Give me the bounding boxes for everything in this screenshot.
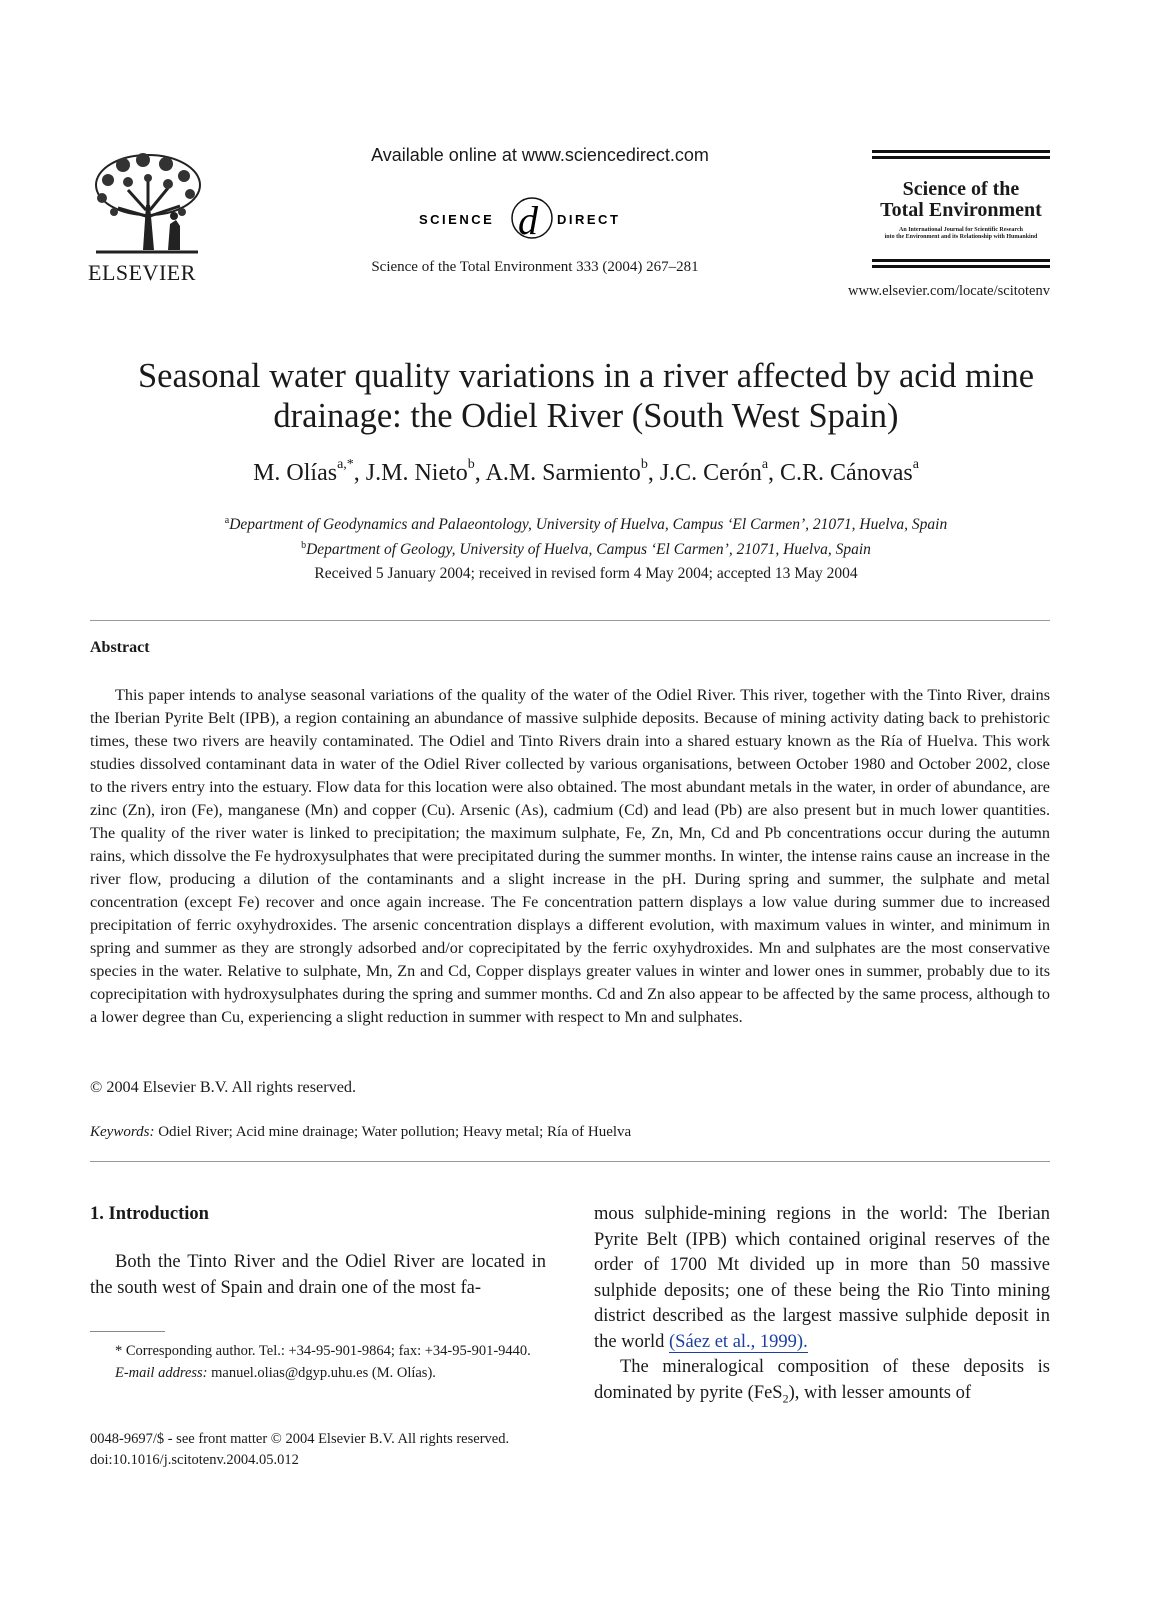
sd-glyph: d — [518, 198, 538, 243]
subscript-2: 2 — [782, 1391, 789, 1406]
title-line1: Seasonal water quality variations in a river affected by acid mine — [137, 357, 1035, 395]
front-matter-line: 0048-9697/$ - see front matter © 2004 Elsevier B.V. All rights reserved. — [90, 1431, 510, 1447]
author-name[interactable]: C.R. Cánovas — [780, 460, 913, 486]
affiliation-a — [60, 510, 1112, 535]
intro-right-text-1: mous sulphide-mining regions in the world: The Iberian Pyrite Belt (IPB) which contained original reserves of the order of 1700 Mt divided up in more than 50 massive sulphide deposits; one of these being the Rio Tinto mining district described as the largest massive sulphide deposit in the world — [594, 1204, 1050, 1352]
author-sup: b — [467, 457, 475, 472]
email-note — [90, 1362, 546, 1384]
elsevier-tree-icon — [88, 150, 206, 258]
author-sep: , — [647, 460, 660, 486]
copyright-line: © 2004 Elsevier B.V. All rights reserved. — [90, 1078, 357, 1096]
author-list — [60, 457, 1112, 487]
abstract-paragraph: This paper intends to analyse seasonal variations of the quality of the water of the Odiel River. This river, together with the Tinto River, drains the Iberian Pyrite Belt (IPB), a region containing an abundance of massive sulphide deposits. Because of mining activity dating back to prehistoric times, these two rivers are heavily contaminated. The Odiel and Tinto Rivers drain into a shared estuary known as the Ría of Huelva. This work studies dissolved contaminant data in water of the Odiel River collected by various organisations, between October 1980 and October 2002, close to the rivers entry into the estuary. Flow data for this location were also obtained. The most abundant metals in the water, in order of abundance, are zinc (Zn), iron (Fe), manganese (Mn) and copper (Cu). Arsenic (As), cadmium (Cd) and lead (Pb) are also present but in much lower quantities. The quality of the river water is linked to precipitation; the maximum sulphate, Fe, Zn, Mn, Cd and Pb concentrations occur during the autumn rains, which dissolve the Fe hydroxysulphates that were precipitated during the summer months. In winter, the intense rains cause an increase in the river flow, producing a dilution of the contaminants and a slight increase in the pH. During spring and summer, the sulphate and metal concentration (except Fe) recover and once again increase. The Fe concentration pattern displays a low value during summer due to increased precipitation of ferric oxyhydroxides. The arsenic concentration displays a different evolution, with maximum values in winter, and minimum in spring and summer as they are strongly adsorbed and/or coprecipitated by the ferric oxyhydroxides. Mn and sulphates are the most conservative species in the water. Relative to sulphate, Mn, Zn and Cd, Copper displays greater values in winter and lower ones in summer, probably due to its coprecipitation with hydroxysulphates during the spring and summer months. Cd and Zn also appear to be affected by the same process, although to a lower degree than Cu, experiencing a slight reduction in summer with respect to Mn and sulphates. — [90, 686, 1050, 1026]
affiliation-a-text: Department of Geodynamics and Palaeontology, University of Huelva, Campus ‘El Carmen’, 21071, Huelva, Spain — [229, 516, 948, 534]
email-label: E-mail address: — [115, 1365, 208, 1381]
journal-title — [872, 179, 1050, 221]
affiliation-b — [60, 535, 1112, 560]
author-sep: , — [353, 460, 366, 486]
sciencedirect-logo — [415, 192, 655, 244]
intro-right-column — [594, 1202, 1050, 1412]
author-sep: , — [768, 460, 781, 486]
author-name[interactable]: A.M. Sarmiento — [485, 460, 641, 486]
author-sep: , — [474, 460, 486, 486]
journal-sub-line1: An International Journal for Scientific Research — [899, 227, 1023, 233]
journal-box — [872, 150, 1050, 271]
abstract-body — [90, 684, 1050, 1029]
author-name[interactable]: M. Olías — [253, 460, 338, 486]
divider-bottom — [90, 1161, 1050, 1162]
author-sup: a — [761, 457, 769, 472]
intro-left-paragraph: Both the Tinto River and the Odiel River are located in the south west of Spain and drain one of the most fa- — [90, 1252, 546, 1298]
email-address[interactable]: manuel.olias@dgyp.uhu.es (M. Olías). — [211, 1365, 436, 1381]
article-title — [60, 356, 1112, 436]
front-matter — [90, 1429, 509, 1471]
intro-right-text-2a: The mineralogical composition of these deposits is dominated by pyrite (FeS — [594, 1357, 1050, 1403]
intro-right-paragraph-2 — [594, 1355, 1050, 1412]
author-name[interactable]: J.M. Nieto — [365, 460, 468, 486]
corresponding-author-note: * Corresponding author. Tel.: +34-95-901-9864; fax: +34-95-901-9440. — [115, 1343, 531, 1359]
journal-title-line2: Total Environment — [880, 199, 1042, 221]
bottom-rule — [872, 259, 1050, 262]
doi-line[interactable]: doi:10.1016/j.scitotenv.2004.05.012 — [90, 1452, 299, 1468]
keywords-line — [90, 1124, 631, 1141]
footnote-rule — [90, 1331, 165, 1332]
received-dates: Received 5 January 2004; received in revised form 4 May 2004; accepted 13 May 2004 — [314, 565, 858, 582]
author-sup: a — [912, 457, 919, 472]
intro-right-text-2b: ), with lesser amounts of — [788, 1382, 971, 1403]
keywords-list: Odiel River; Acid mine drainage; Water pollution; Heavy metal; Ría of Huelva — [158, 1124, 632, 1140]
author-sup: a,* — [337, 457, 354, 472]
elsevier-logo — [88, 150, 208, 285]
bottom-rule-2 — [872, 265, 1050, 268]
affiliation-a-mark: a — [224, 515, 230, 526]
author-name[interactable]: J.C. Cerón — [659, 460, 762, 486]
top-rule-2 — [872, 156, 1050, 159]
author-sup: b — [640, 457, 648, 472]
top-rule — [872, 150, 1050, 153]
affiliations — [60, 510, 1112, 560]
sd-right-text: DIRECT — [557, 212, 621, 227]
journal-title-line1: Science of the — [902, 178, 1020, 200]
citation-link[interactable]: (Sáez et al., 1999). — [669, 1331, 808, 1352]
abstract-heading: Abstract — [90, 639, 150, 656]
affiliation-b-text: Department of Geology, University of Huelva, Campus ‘El Carmen’, 21071, Huelva, Spain — [306, 541, 871, 559]
footnote — [90, 1340, 546, 1384]
journal-citation: Science of the Total Environment 333 (2004) 267–281 — [371, 259, 699, 275]
keywords-label: Keywords: — [90, 1124, 155, 1140]
journal-url[interactable]: www.elsevier.com/locate/scitotenv — [848, 283, 1050, 299]
affiliation-b-mark: b — [301, 540, 307, 552]
journal-subtitle — [872, 227, 1050, 241]
section-heading-introduction: 1. Introduction — [90, 1204, 209, 1224]
sd-left-text: SCIENCE — [419, 212, 495, 227]
divider-top — [90, 620, 1050, 621]
available-online-text: Available online at www.sciencedirect.com — [371, 145, 709, 165]
title-line2: drainage: the Odiel River (South West Spain) — [273, 397, 899, 435]
journal-sub-line2: into the Environment and its Relationship with Humankind — [884, 234, 1038, 240]
elsevier-wordmark: ELSEVIER — [88, 260, 196, 285]
intro-right-paragraph-1 — [594, 1202, 1050, 1355]
